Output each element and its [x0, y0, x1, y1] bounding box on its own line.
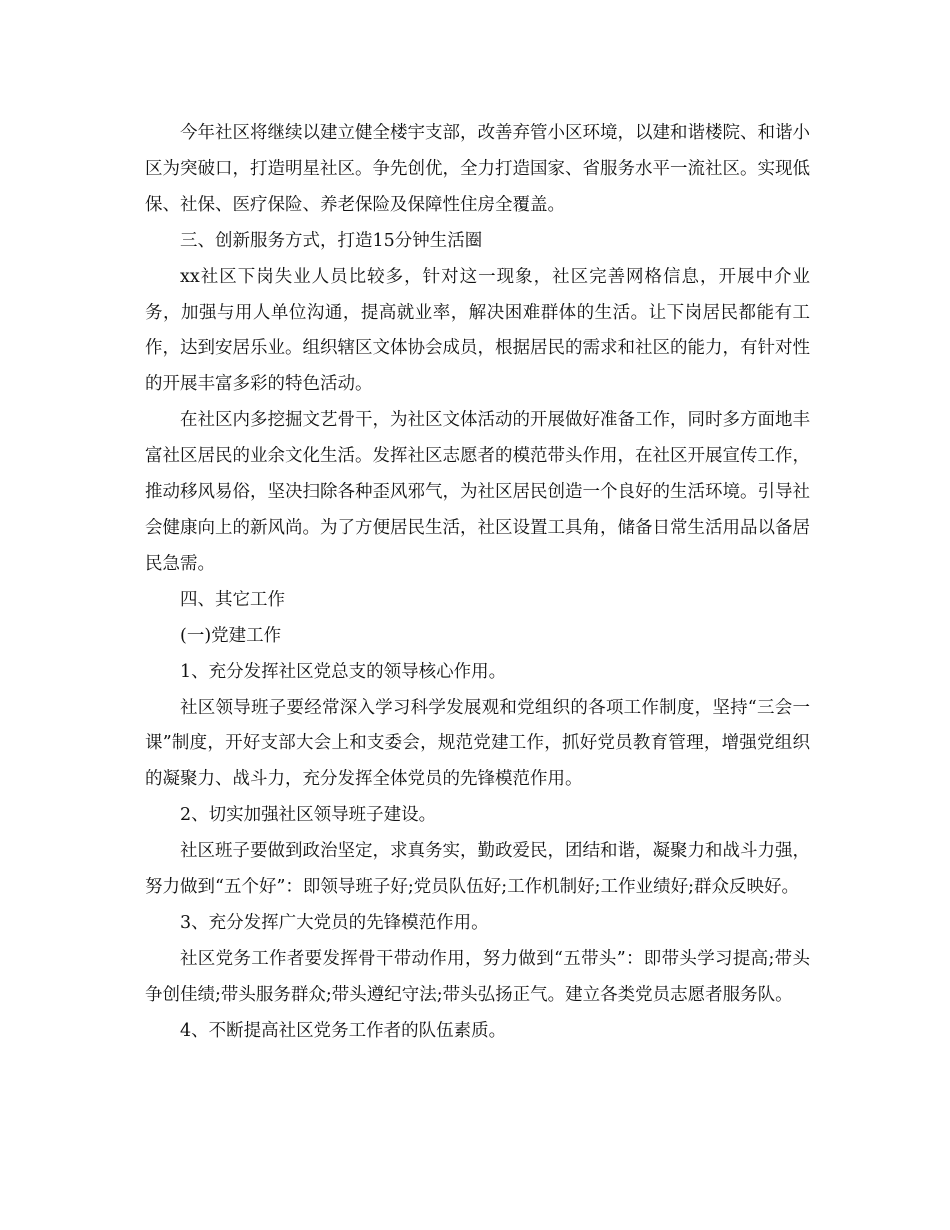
paragraph-five-leads: 社区党务工作者要发挥骨干带动作用，努力做到“五带头”：即带头学习提高;带头争创佳绩;带头服务群众;带头遵纪守法;带头弘扬正气。建立各类党员志愿者服务队。	[145, 948, 810, 1005]
document-body	[145, 116, 810, 1050]
heading-section-3: 三、创新服务方式，打造15分钟生活圈	[180, 230, 483, 251]
subheading-party-building: (一)党建工作	[180, 625, 282, 646]
paragraph-employment: xx社区下岗失业人员比较多，针对这一现象，社区完善网格信息，开展中介业务，加强与用人单位沟通，提高就业率，解决困难群体的生活。让下岗居民都能有工作，达到安居乐业。组织辖区文体协会成员，根据居民的需求和社区的能力，有针对性的开展丰富多彩的特色活动。	[145, 266, 810, 395]
paragraph-community-goals: 今年社区将继续以建立健全楼宇支部，改善弃管小区环境，以建和谐楼院、和谐小区为突破口，打造明星社区。争先创优，全力打造国家、省服务水平一流社区。实现低保、社保、医疗保险、养老保险及保障性住房全覆盖。	[145, 123, 810, 215]
paragraph-culture: 在社区内多挖掘文艺骨干，为社区文体活动的开展做好准备工作，同时多方面地丰富社区居民的业余文化生活。发挥社区志愿者的模范带头作用，在社区开展宣传工作，推动移风易俗，坚决扫除各种歪风邪气，为社区居民创造一个良好的生活环境。引导社会健康向上的新风尚。为了方便居民生活，社区设置工具角，储备日常生活用品以备居民急需。	[145, 410, 810, 574]
item-heading-4: 4、不断提高社区党务工作者的队伍素质。	[180, 1020, 507, 1041]
paragraph-five-goods: 社区班子要做到政治坚定，求真务实，勤政爱民，团结和谐，凝聚力和战斗力强，努力做到“五个好”：即领导班子好;党员队伍好;工作机制好;工作业绩好;群众反映好。	[145, 841, 810, 898]
item-heading-3: 3、充分发挥广大党员的先锋模范作用。	[180, 912, 489, 933]
paragraph-leadership-study: 社区领导班子要经常深入学习科学发展观和党组织的各项工作制度，坚持“三会一课”制度，开好支部大会上和支委会，规范党建工作，抓好党员教育管理，增强党组织的凝聚力、战斗力，充分发挥全体党员的先锋模范作用。	[145, 697, 810, 790]
item-heading-1: 1、充分发挥社区党总支的领导核心作用。	[180, 661, 507, 682]
heading-section-4: 四、其它工作	[180, 589, 285, 610]
item-heading-2: 2、切实加强社区领导班子建设。	[180, 805, 437, 826]
